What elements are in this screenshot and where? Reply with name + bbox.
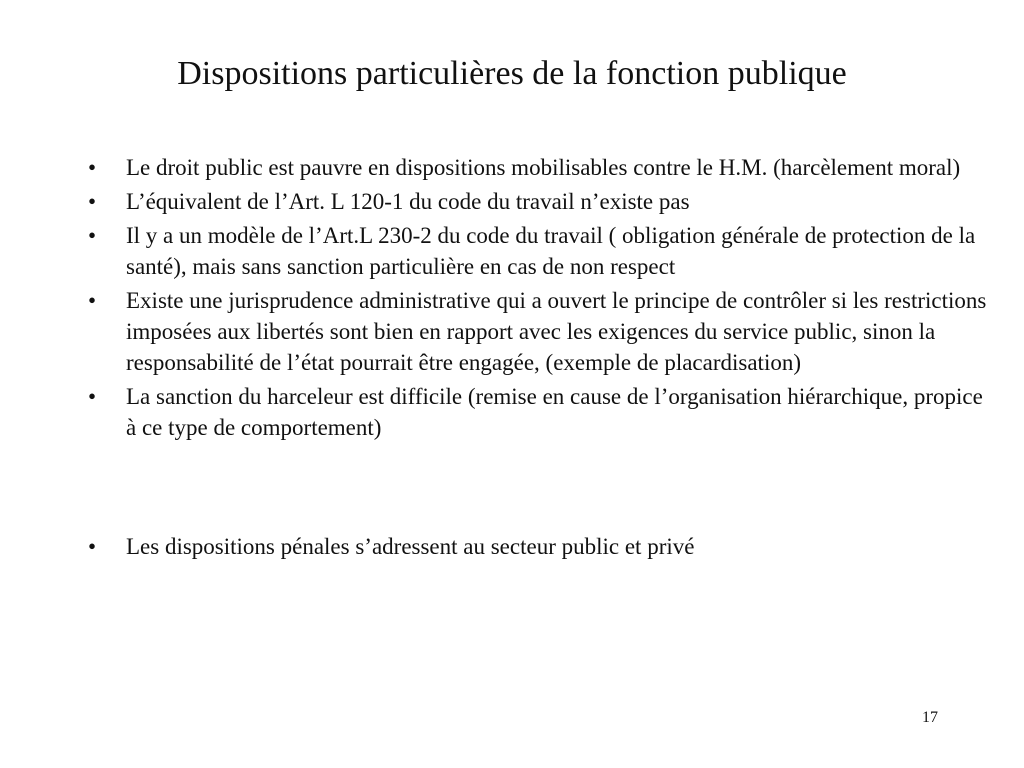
bullet-item [88, 152, 988, 183]
bullet-text: Les dispositions pénales s’adressent au secteur public et privé [126, 534, 695, 559]
bullet-dot: • [88, 384, 97, 409]
bullet-dot: • [88, 189, 97, 214]
bullet-dot: • [88, 534, 97, 559]
slide-title: Dispositions particulières de la fonction publique [177, 55, 847, 92]
bullet-list [88, 152, 988, 565]
bullet-item [88, 285, 988, 378]
bullet-item [88, 381, 988, 443]
bullet-item [88, 220, 988, 282]
bullet-text: Le droit public est pauvre en dispositions mobilisables contre le H.M. (harcèlement moral) [126, 155, 961, 180]
bullet-text: La sanction du harceleur est difficile (remise en cause de l’organisation hiérarchique, propice à ce type de comportement) [126, 384, 983, 440]
bullet-item [88, 531, 988, 562]
bullet-text: Existe une jurisprudence administrative qui a ouvert le principe de contrôler si les restrictions imposées aux libertés sont bien en rapport avec les exigences du service public, sinon la responsabilité de l’état pourrait être engagée, (exemple de placardisation) [126, 288, 987, 375]
bullet-dot: • [88, 223, 97, 248]
bullet-dot: • [88, 288, 97, 313]
page-number: 17 [922, 709, 938, 726]
bullet-item [88, 186, 988, 217]
bullet-text: L’équivalent de l’Art. L 120-1 du code du travail n’existe pas [126, 189, 690, 214]
bullet-dot: • [88, 155, 97, 180]
bullet-text: Il y a un modèle de l’Art.L 230-2 du code du travail ( obligation générale de protection de la santé), mais sans sanction particulière en cas de non respect [126, 223, 976, 279]
